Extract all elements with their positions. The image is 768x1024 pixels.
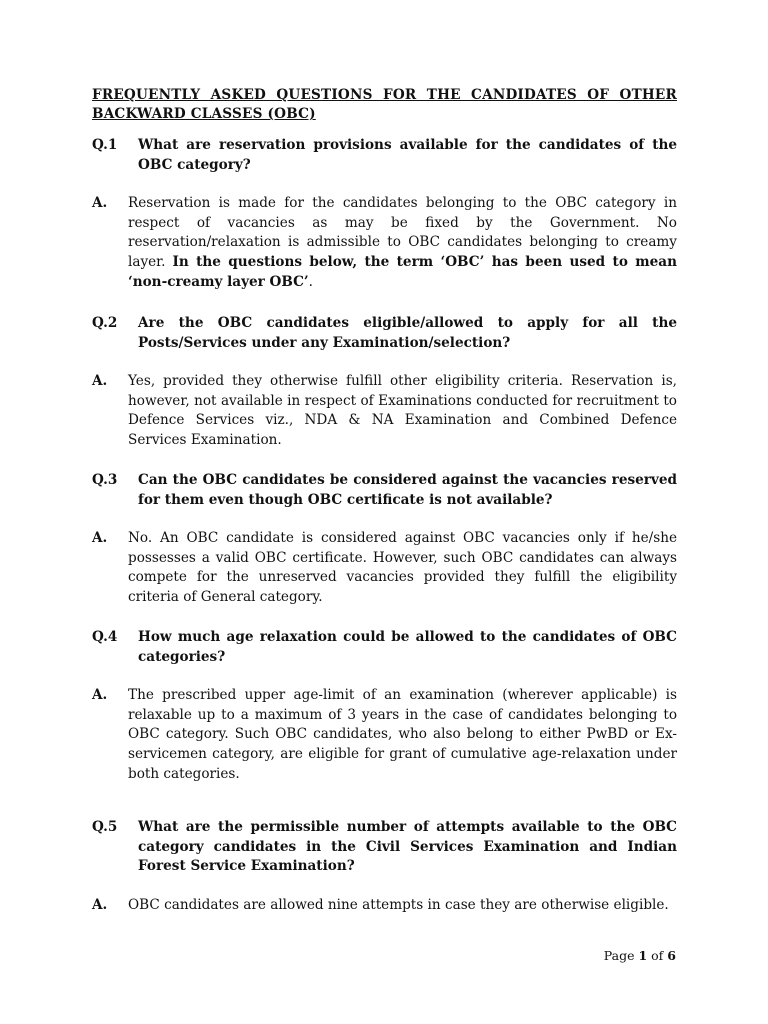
answer-label: A. — [92, 530, 108, 547]
question-text: How much age relaxation could be allowed to the candidates of OBC categories? — [138, 629, 677, 665]
question-2 — [92, 314, 677, 353]
answer-1 — [92, 194, 677, 292]
page-total: 6 — [667, 948, 676, 963]
page-of-word: of — [651, 948, 664, 963]
answer-4 — [92, 686, 677, 784]
question-text: Are the OBC candidates eligible/allowed to apply for all the Posts/Services under any Examination/selection? — [138, 315, 677, 351]
question-text: Can the OBC candidates be considered against the vacancies reserved for them even though OBC certificate is not available? — [138, 472, 677, 508]
answer-3 — [92, 529, 677, 607]
question-label: Q.3 — [92, 472, 118, 488]
qa-item-3 — [92, 471, 677, 608]
answer-text: Yes, provided they otherwise fulfill other eligibility criteria. Reservation is, however, not available in respect of Examinations conducted for recruitment to Defence Services viz., NDA & NA Examination and Combined Defence Services Examination. — [128, 373, 677, 448]
qa-item-1 — [92, 136, 677, 292]
question-5 — [92, 818, 677, 877]
answer-plain: Reservation is made for the candidates belonging to the OBC category in respect of vacancies as may be fixed by the Government. No reservation/relaxation is admissible to OBC candidates belonging to creamy layer. — [128, 195, 677, 270]
question-label: Q.2 — [92, 315, 118, 331]
qa-item-5 — [92, 818, 677, 915]
answer-label: A. — [92, 195, 108, 212]
question-3 — [92, 471, 677, 510]
question-1 — [92, 136, 677, 175]
question-label: Q.5 — [92, 819, 118, 835]
title-line-1: FREQUENTLY ASKED QUESTIONS FOR THE CANDIDATES OF OTHER — [92, 87, 677, 103]
question-text: What are the permissible number of attempts available to the OBC category candidates in the Civil Services Examination and Indian Forest Service Examination? — [138, 819, 677, 875]
page-title — [92, 86, 677, 124]
page-current: 1 — [638, 948, 648, 963]
answer-label: A. — [92, 896, 108, 913]
answer-tail: . — [308, 273, 313, 290]
question-text: What are reservation provisions available for the candidates of the OBC category? — [138, 137, 677, 173]
answer-text — [128, 194, 677, 292]
qa-item-4 — [92, 628, 677, 784]
question-4 — [92, 628, 677, 667]
answer-label: A. — [92, 373, 108, 390]
qa-item-2 — [92, 314, 677, 451]
title-line-2: BACKWARD CLASSES (OBC) — [92, 106, 316, 122]
question-label: Q.1 — [92, 137, 118, 153]
answer-label: A. — [92, 687, 108, 704]
answer-5 — [92, 896, 677, 916]
page-number — [604, 948, 676, 963]
answer-emphasis: In the questions below, the term ‘OBC’ has been used to mean ‘non-creamy layer OBC’ — [128, 253, 677, 290]
answer-2 — [92, 372, 677, 450]
answer-text: OBC candidates are allowed nine attempts in case they are otherwise eligible. — [128, 896, 669, 913]
page-word: Page — [603, 948, 635, 963]
answer-text: No. An OBC candidate is considered against OBC vacancies only if he/she possesses a valid OBC certificate. However, such OBC candidates can always compete for the unreserved vacancies provided they fulfill the eligibility criteria of General category. — [128, 530, 677, 605]
question-label: Q.4 — [92, 629, 118, 645]
answer-text: The prescribed upper age-limit of an examination (wherever applicable) is relaxable up to a maximum of 3 years in the case of candidates belonging to OBC category. Such OBC candidates, who also belong to either PwBD or Ex-servicemen category, are eligible for grant of cumulative age-relaxation under both categories. — [128, 687, 677, 782]
